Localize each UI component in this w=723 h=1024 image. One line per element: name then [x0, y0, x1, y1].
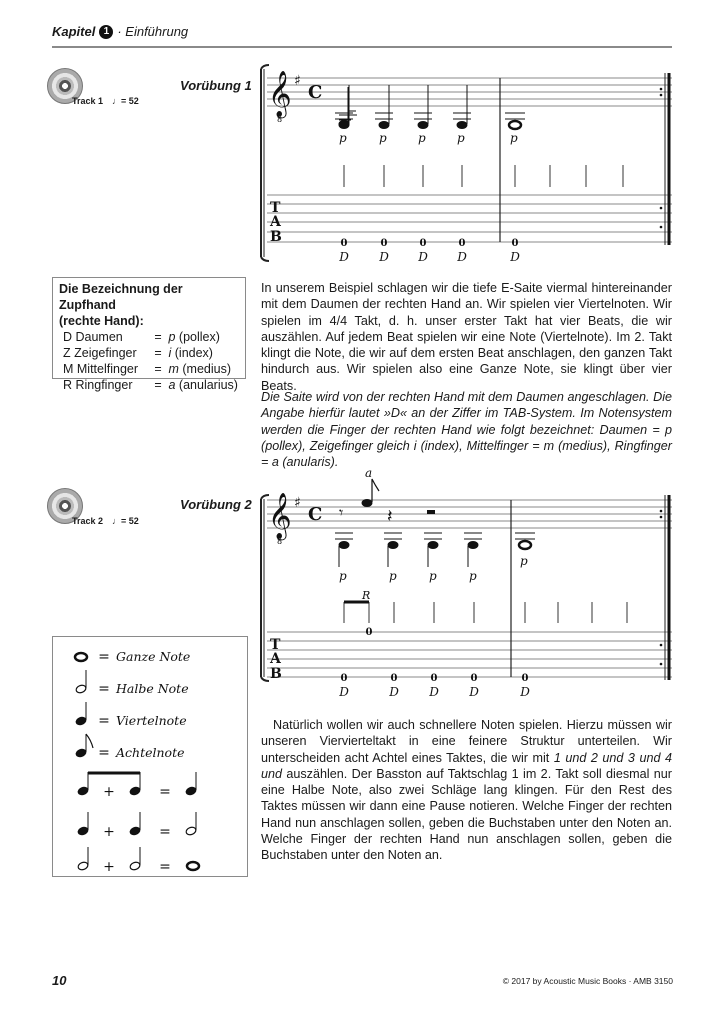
svg-text:0: 0	[470, 673, 478, 684]
treble-clef-icon: 𝄞	[268, 493, 292, 539]
svg-text:0: 0	[340, 238, 348, 249]
svg-text:=: =	[159, 859, 171, 875]
legend-ganze-note: Ganze Note	[116, 649, 191, 664]
svg-text:=: =	[98, 649, 110, 665]
track-label-1: Track 1	[72, 96, 104, 106]
half-note-icon	[75, 684, 87, 694]
svg-text:=: =	[159, 824, 171, 840]
svg-text:=: =	[98, 681, 110, 697]
quarter-note-icon: ♩	[112, 516, 121, 526]
svg-text:D: D	[339, 250, 349, 264]
svg-text:p: p	[520, 554, 528, 568]
score-vorubung-1	[255, 55, 680, 270]
legend-row: R Ringfinger = a (anularius)	[63, 378, 238, 392]
legend-title-line1: Die Bezeichnung der Zupfhand	[59, 282, 183, 312]
chapter-number-badge: 1	[99, 25, 113, 39]
svg-text:0: 0	[365, 627, 373, 638]
legend-row: D Daumen = p (pollex)	[63, 330, 220, 344]
svg-text:+: +	[103, 859, 115, 875]
svg-text:C: C	[308, 82, 323, 103]
svg-text:D: D	[457, 250, 467, 264]
svg-text:p: p	[510, 131, 518, 145]
svg-text:D: D	[339, 685, 349, 699]
svg-text:p: p	[339, 131, 347, 145]
exercise-title-2: Vorübung 2	[180, 497, 252, 512]
paragraph-1: In unserem Beispiel schlagen wir die tiefe E-Saite viermal hintereinander mit dem Daumen der rechten Hand an. Wir spielen vier Viertelnoten. Wir spielen im 4/4 Takt, d. h. unser erster Takt hat vier Beats, die wir auszählen. Auf jedem Beat spielen wir eine Note (Viertelnote). Im 2. Takt klingt die Note, die wir auf dem ersten Beat anschlagen, den ganzen Takt hindurch aus. Wir spielen also eine Ganze Note, sie klingt über vier Beats.	[261, 281, 672, 393]
svg-text:A: A	[270, 651, 281, 667]
chapter-header	[52, 24, 188, 39]
svg-text:=: =	[98, 713, 110, 729]
svg-text:a: a	[365, 466, 373, 480]
svg-text:p: p	[339, 569, 347, 583]
legend-title-line2: (rechte Hand):	[59, 314, 144, 328]
svg-text:p: p	[457, 131, 465, 145]
svg-text:0: 0	[430, 673, 438, 684]
note-values-legend	[52, 636, 248, 877]
exercise-title-1: Vorübung 1	[180, 78, 252, 93]
chapter-word: Kapitel	[52, 24, 96, 39]
paragraph-3: Natürlich wollen wir auch schnellere Noten spielen. Hierzu müssen wir unseren Viervierteltakt in eine feinere Struktur unterteilen. Wir unterscheiden acht Achtel eines Taktes, die wir mit 1 und 2 und 3 und 4 und auszählen. Der Basston auf Taktschlag 1 im 2. Takt soll diesmal nur eine Halbe Note, also zwei Schläge lang klingen. Für den Rest des Taktes müssen wir dann eine Pause notieren. Welche Finger der rechten Hand nun anschlagen sollen, geben die Buchstaben unter den Noten an. Welche Finger der rechten Hand nun anschlagen sollen, geben die Buchstaben unter den Noten an.	[261, 718, 672, 863]
track-label-2: Track 2	[72, 516, 104, 526]
svg-text:B: B	[270, 666, 282, 682]
svg-text:D: D	[389, 685, 399, 699]
tempo-marking-2: ♩= 52	[112, 516, 139, 526]
chapter-title: · Einführung	[117, 24, 189, 39]
svg-text:D: D	[429, 685, 439, 699]
svg-text:0: 0	[511, 238, 519, 249]
svg-text:R: R	[362, 589, 371, 602]
svg-text:♯: ♯	[294, 495, 301, 511]
svg-text:0: 0	[419, 238, 427, 249]
legend-halbe-note: Halbe Note	[116, 681, 189, 696]
legend-row: Z Zeigefinger = i (index)	[63, 346, 213, 360]
half-rest-icon	[427, 510, 435, 514]
legend-row: M Mittelfinger = m (medius)	[63, 362, 232, 376]
svg-text:p: p	[418, 131, 426, 145]
svg-text:0: 0	[390, 673, 398, 684]
eighth-note-icon	[75, 748, 87, 758]
score-vorubung-2	[255, 465, 680, 700]
svg-text:=: =	[159, 784, 171, 800]
paragraph-2: Die Saite wird von der rechten Hand mit dem Daumen angeschlagen. Die Angabe hierfür lautet »D« an der Ziffer im TAB-System. Im Notensystem werden die Finger der rechten Hand wie folgt bezeichnet: Daumen = p (pollex), Zeigefinger gleich i (index), Mittelfinger = m (medius), Ringfinger = a (anularis).	[261, 390, 672, 470]
quarter-rest-icon: 𝄽	[387, 506, 393, 527]
svg-text:p: p	[469, 569, 477, 583]
whole-note-icon	[75, 653, 87, 661]
svg-text:C: C	[308, 504, 323, 525]
svg-text:0: 0	[521, 673, 529, 684]
svg-text:A: A	[270, 214, 281, 230]
svg-text:+: +	[103, 824, 115, 840]
svg-text:=: =	[98, 745, 110, 761]
svg-text:0: 0	[458, 238, 466, 249]
svg-text:D: D	[520, 685, 530, 699]
svg-text:♯: ♯	[294, 73, 301, 89]
svg-text:D: D	[469, 685, 479, 699]
quarter-note-icon: ♩	[112, 96, 121, 106]
svg-text:8: 8	[277, 537, 283, 546]
svg-text:T: T	[270, 200, 281, 216]
svg-text:p: p	[379, 131, 387, 145]
legend-achtelnote: Achtelnote	[116, 745, 185, 760]
svg-text:p: p	[429, 569, 437, 583]
svg-text:D: D	[510, 250, 520, 264]
legend-viertelnote: Viertelnote	[116, 713, 187, 728]
quarter-note-icon	[75, 716, 87, 726]
svg-text:p: p	[389, 569, 397, 583]
right-hand-finger-legend	[52, 277, 246, 392]
svg-text:+: +	[103, 784, 115, 800]
treble-clef-icon: 𝄞	[268, 71, 292, 117]
page-number: 10	[52, 973, 67, 988]
eighth-rest-icon: 𝄾	[339, 503, 344, 522]
svg-text:D: D	[379, 250, 389, 264]
header-divider	[52, 46, 672, 48]
copyright: © 2017 by Acoustic Music Books · AMB 3150	[502, 976, 673, 986]
svg-text:8: 8	[277, 115, 283, 124]
tempo-marking-1: ♩= 52	[112, 96, 139, 106]
svg-text:T: T	[270, 637, 281, 653]
svg-text:D: D	[418, 250, 428, 264]
svg-text:0: 0	[380, 238, 388, 249]
svg-text:0: 0	[340, 673, 348, 684]
svg-text:B: B	[270, 229, 282, 245]
